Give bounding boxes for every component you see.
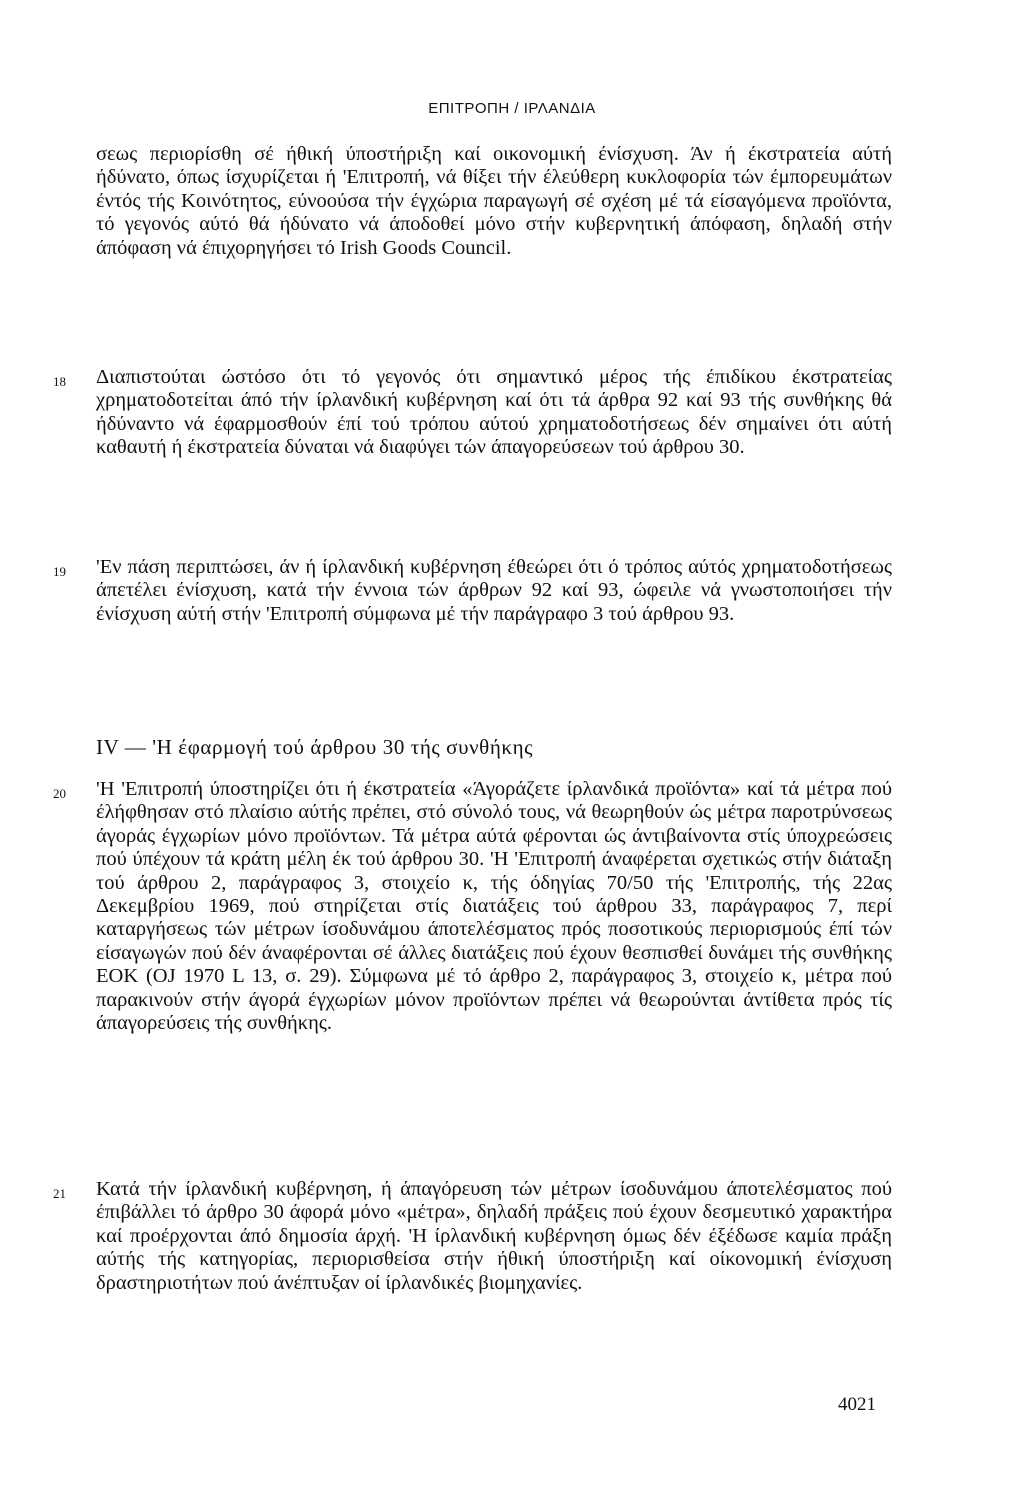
page-number: 4021	[838, 1394, 876, 1415]
paragraph-19: 'Εν πάση περιπτώσει, άν ή ίρλανδική κυβέρνηση έθεώρει ότι ό τρόπος αύτός χρηματοδοτήσεως άπετέλει ένίσχυση, κατά τήν έννοια τών άρθρων 92 καί 93, ώφειλε νά γνωστοποιήσει τήν ένίσχυση αύτή στήν 'Επιτροπή σύμφωνα μέ τήν παράγραφο 3 τού άρθρου 93.	[96, 556, 892, 625]
paragraph-18: Διαπιστούται ώστόσο ότι τό γεγονός ότι σημαντικό μέρος τής έπιδίκου έκστρατείας χρηματοδοτείται άπό τήν ίρλανδική κυβέρνηση καί ότι τά άρθρα 92 καί 93 τής συνθήκης θά ήδύναντο νά έφαρμοσθούν έπί τού τρόπου αύτού χρηματοδοτήσεως δέν σημαίνει ότι αύτή καθαυτή ή έκστρατεία δύναται νά διαφύγει τών άπαγορεύσεων τού άρθρου 30.	[96, 366, 892, 459]
paragraph-number-18: 18	[53, 374, 66, 389]
paragraph-continuation: σεως περιορίσθη σέ ήθική ύποστήριξη καί οικονομική ένίσχυση. Άν ή έκστρατεία αύτή ήδύνατο, όπως ίσχυρίζεται ή 'Επιτροπή, νά θίξει τήν έλεύθερη κυκλοφορία τών έμπορευμάτων έντός τής Κοινότητος, εύνοούσα τήν έγχώρια παραγωγή σέ σχέση μέ τά είσαγόμενα προϊόντα, τό γεγονός αύτό θά ήδύνατο νά άποδοθεί μόνο στήν κυβερνητική άπόφαση, δηλαδή στήν άπόφαση νά έπιχορηγήσει τό Irish Goods Council.	[96, 143, 892, 259]
paragraph-number-21: 21	[53, 1186, 66, 1201]
paragraph-21: Κατά τήν ίρλανδική κυβέρνηση, ή άπαγόρευση τών μέτρων ίσοδυνάμου άποτελέσματος πού έπιβάλλει τό άρθρο 30 άφορά μόνο «μέτρα», δηλαδή πράξεις πού έχουν δεσμευτικό χαρακτήρα καί προέρχονται άπό δημοσία άρχή. 'Η ίρλανδική κυβέρνηση όμως δέν έξέδωσε καμία πράξη αύτής τής κατηγορίας, περιορισθείσα στήν ήθική ύποστήριξη καί οίκονομική ένίσχυση δραστηριοτήτων πού άνέπτυξαν οί ίρλανδικές βιομηχανίες.	[96, 1178, 892, 1294]
section-heading: IV — 'Η έφαρμογή τού άρθρου 30 τής συνθήκης	[96, 735, 534, 759]
paragraph-number-20: 20	[53, 786, 66, 801]
paragraph-20: 'Η 'Επιτροπή ύποστηρίζει ότι ή έκστρατεία «Άγοράζετε ίρλανδικά προϊόντα» καί τά μέτρα πού έλήφθησαν στό πλαίσιο αύτής πρέπει, στό σύνολό τους, νά θεωρηθούν ώς μέτρα παροτρύνσεως άγοράς έγχωρίων μόνο προϊόντων. Τά μέτρα αύτά φέρονται ώς άντιβαίνοντα στίς ύποχρεώσεις πού ύπέχουν τά κράτη μέλη έκ τού άρθρου 30. 'Η 'Επιτροπή άναφέρεται σχετικώς στήν διάταξη τού άρθρου 2, παράγραφος 3, στοιχείο κ, τής όδηγίας 70/50 τής 'Επιτροπής, τής 22ας Δεκεμβρίου 1969, πού στηρίζεται στίς διατάξεις τού άρθρου 33, παράγραφος 7, περί καταργήσεως τών μέτρων ίσοδυνάμου άποτελέσματος πρός ποσοτικούς περιορισμούς έπί τών είσαγωγών πού δέν άναφέρονται σέ άλλες διατάξεις πού έχουν θεσπισθεί δυνάμει τής συνθήκης ΕΟΚ (OJ 1970 L 13, σ. 29). Σύμφωνα μέ τό άρθρο 2, παράγραφος 3, στοιχείο κ, μέτρα πού παρακινούν στήν άγορά έγχωρίων μόνον προϊόντων πρέπει νά θεωρούνται άντίθετα πρός τίς άπαγορεύσεις τής συνθήκης.	[96, 778, 892, 1035]
paragraph-number-19: 19	[53, 564, 66, 579]
page-header: ΕΠΙΤΡΟΠΗ / ΙΡΛΑΝΔΙΑ	[428, 100, 596, 117]
